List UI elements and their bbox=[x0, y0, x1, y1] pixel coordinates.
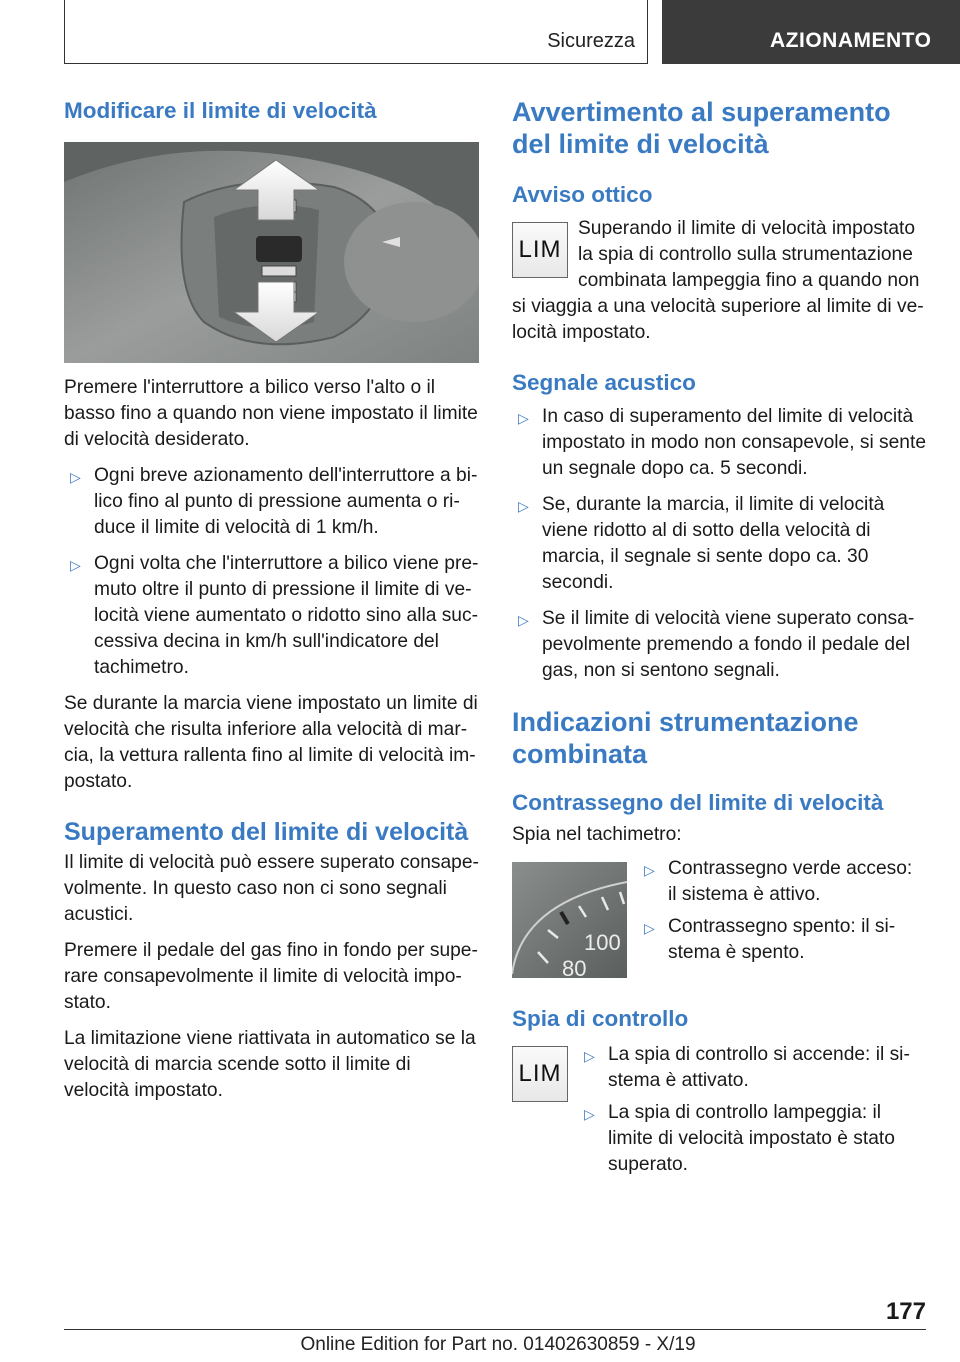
paragraph-reactivation: La limitazione viene riattivata in automatico se la velocità di marcia scende sotto il limite di velocità impostato. bbox=[64, 1028, 476, 1101]
paragraph-set-lower-limit: Se durante la marcia viene impostato un limite di velocità che risulta inferiore alla velocità di marcia, la vettura rallenta fino al limite di velocità impostato. bbox=[64, 693, 478, 792]
list-item bbox=[512, 492, 926, 596]
list-item bbox=[64, 463, 479, 541]
speedometer-bullets bbox=[638, 856, 926, 966]
list-item-text: Se, durante la marcia, il limite di velocità viene ridotto al di sotto della velocità di marcia, il segnale si sente dopo ca. 30 secondi. bbox=[542, 494, 885, 593]
chapter-tab: AZIONAMENTO bbox=[662, 0, 960, 64]
speedometer-illustration bbox=[512, 862, 627, 978]
list-item bbox=[578, 1042, 926, 1094]
list-item-text: Contrassegno spento: il sistema è spento. bbox=[668, 916, 896, 963]
indicator-light-block bbox=[512, 1042, 926, 1176]
heading-indicator-light: Spia di controllo bbox=[512, 1006, 689, 1031]
list-item-text: La spia di controllo si accende: il sistema è attivato. bbox=[608, 1044, 910, 1091]
list-item bbox=[638, 914, 926, 966]
lim-label: LIM bbox=[518, 236, 562, 263]
paragraph-speedometer-light: Spia nel tachimetro: bbox=[512, 824, 682, 845]
bullet-triangle-icon: ▷ bbox=[644, 862, 655, 878]
bullet-triangle-icon: ▷ bbox=[518, 498, 529, 514]
bullet-triangle-icon: ▷ bbox=[518, 410, 529, 426]
list-item-text: Contrassegno verde acceso: il sistema è attivo. bbox=[668, 858, 913, 905]
steering-wheel-illustration bbox=[64, 142, 479, 363]
paragraph-optical-warning bbox=[512, 216, 926, 346]
list-item bbox=[512, 404, 926, 482]
gauge-label-80: 80 bbox=[562, 956, 587, 978]
footer-divider bbox=[64, 1329, 926, 1330]
section-title: Sicurezza bbox=[547, 30, 635, 52]
heading-acoustic-signal: Segnale acustico bbox=[512, 370, 696, 395]
speedometer-block bbox=[512, 858, 926, 980]
heading-exceed-limit: Superamento del limite di velocità bbox=[64, 818, 469, 846]
right-column bbox=[512, 96, 926, 1176]
lim-indicator-icon bbox=[512, 1046, 568, 1102]
paragraph-press-gas: Premere il pedale del gas fino in fondo per superare consapevolmente il limite di velocità impostato. bbox=[64, 940, 478, 1013]
paragraph-exceed-consciously: Il limite di velocità può essere superato consapevolmente. In questo caso non ci sono segnali acustici. bbox=[64, 852, 479, 925]
indicator-light-bullets bbox=[578, 1042, 926, 1178]
lim-label: LIM bbox=[518, 1060, 562, 1087]
list-item bbox=[512, 606, 926, 684]
bullet-triangle-icon: ▷ bbox=[518, 612, 529, 628]
bullet-triangle-icon: ▷ bbox=[584, 1106, 595, 1122]
page-number: 177 bbox=[885, 1298, 926, 1325]
header-frame bbox=[64, 0, 648, 64]
edition-footer: Online Edition for Part no. 01402630859 - X/19 bbox=[300, 1334, 696, 1355]
heading-optical-warning: Avviso ottico bbox=[512, 182, 653, 207]
heading-instrument-cluster: Indicazioni strumentazione combinata bbox=[512, 707, 859, 769]
lim-indicator-icon bbox=[512, 222, 568, 278]
paragraph-press-switch: Premere l'interruttore a bilico verso l'alto o il basso fino a quando non viene impostato il limite di velocità desiderato. bbox=[64, 377, 478, 450]
bullet-triangle-icon: ▷ bbox=[584, 1048, 595, 1064]
optical-warning-block bbox=[512, 216, 926, 346]
bullet-triangle-icon: ▷ bbox=[644, 920, 655, 936]
list-item-text: Ogni volta che l'interruttore a bilico viene premuto oltre il punto di pressione il limite di velocità viene aumentato o ridotto sino alla successiva decina in km/h sull'indicatore del tachimetro. bbox=[94, 553, 479, 678]
list-item-text: Ogni breve azionamento dell'interruttore a bilico fino al punto di pressione aumenta o riduce il limite di velocità di 1 km/h. bbox=[94, 465, 478, 538]
heading-warning: Avvertimento al superamento del limite di velocità bbox=[512, 97, 891, 159]
left-column bbox=[64, 96, 479, 1104]
list-item bbox=[638, 856, 926, 908]
bullet-triangle-icon: ▷ bbox=[70, 557, 81, 573]
heading-limit-marker: Contrassegno del limite di velocità bbox=[512, 790, 884, 815]
list-item bbox=[578, 1100, 926, 1178]
list-item-text: In caso di superamento del limite di velocità impostato in modo non consapevole, si sente un segnale dopo ca. 5 secondi. bbox=[542, 406, 926, 479]
speedometer-image bbox=[512, 862, 627, 978]
list-item-text: La spia di controllo lampeggia: il limite di velocità impostato è stato superato. bbox=[608, 1102, 895, 1175]
bullet-triangle-icon: ▷ bbox=[70, 469, 81, 485]
list-item bbox=[64, 551, 479, 681]
list-item-text: Se il limite di velocità viene superato consapevolmente premendo a fondo il pedale del gas, non si sentono segnali. bbox=[542, 608, 915, 681]
gauge-label-100: 100 bbox=[584, 930, 621, 955]
steering-wheel-image bbox=[64, 142, 479, 363]
heading-modify-limit: Modificare il limite di velocità bbox=[64, 98, 377, 123]
optical-warning-text: Superando il limite di velocità impostato la spia di controllo sulla strumentazione combinata lampeggia fino a quando non si viaggia a una velocità superiore al limite di velocità impostato. bbox=[512, 218, 924, 343]
